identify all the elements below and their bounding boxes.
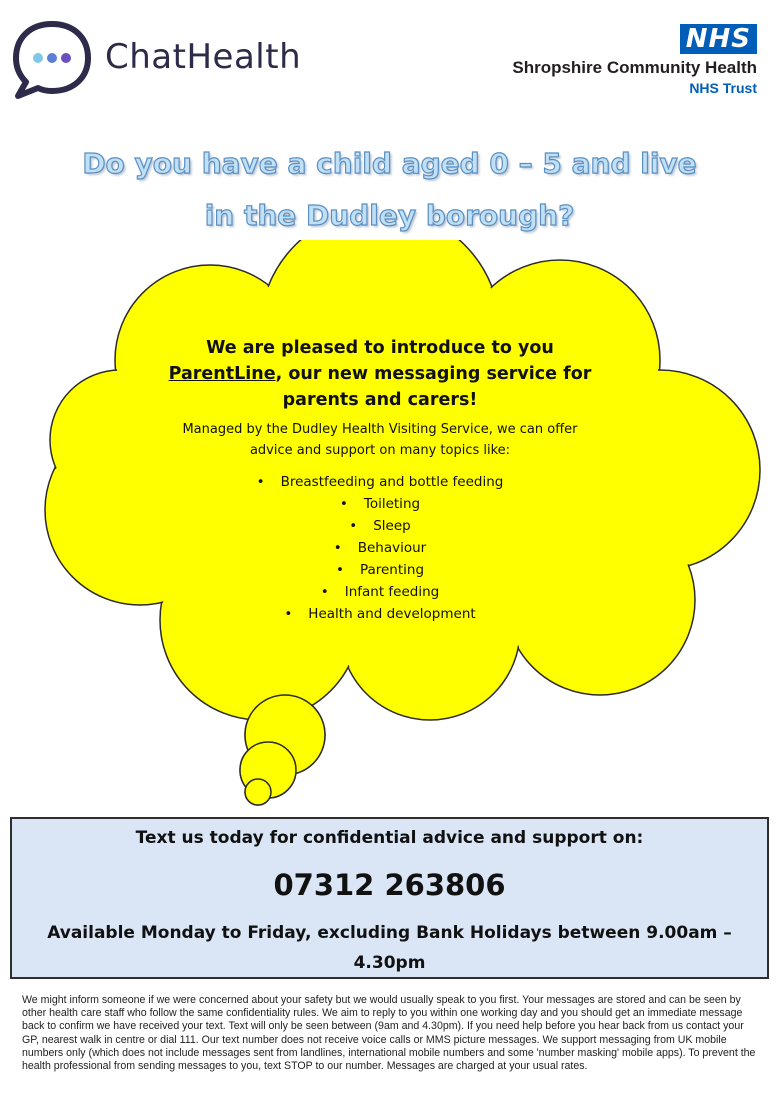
headline	[0, 138, 779, 242]
list-item: • Behaviour	[160, 537, 600, 559]
cloud-message	[160, 335, 600, 625]
nhs-organisation-name: Shropshire Community Health	[512, 58, 757, 77]
service-name: ParentLine	[168, 364, 276, 384]
list-item: • Parenting	[160, 559, 600, 581]
phone-number: 07312 263806	[273, 868, 506, 902]
nhs-trust-label: NHS Trust	[689, 80, 757, 96]
list-item: • Health and development	[160, 603, 600, 625]
intro-text: We are pleased to introduce to you ParentLine, our new messaging service for parents and carers!	[168, 338, 592, 410]
list-item: • Toileting	[160, 493, 600, 515]
nhs-logo	[512, 24, 757, 96]
topics-list	[160, 471, 600, 625]
contact-lead-text: Text us today for confidential advice and support on:	[135, 828, 644, 848]
managed-by-text: Managed by the Dudley Health Visiting Service, we can offer advice and support on many topics like:	[182, 422, 578, 458]
chathealth-wordmark: ChatHealth	[105, 37, 302, 77]
chat-bubble-icon	[12, 20, 102, 100]
headline-line-1: Do you have a child aged 0 – 5 and live	[82, 147, 697, 180]
disclaimer-text: We might inform someone if we were concerned about your safety but we would usually speak to you first. Your messages are stored and can be seen by other health care staff who follow the same confidentiality rules. We aim to reply to you within one working day and you should get an immediate message back to confirm we have received your text. Text will only be seen between (9am and 4.30pm). If you need help before you hear back from us contact your GP, nearest walk in centre or dial 111. Our text number does not receive voice calls or MMS picture messages. We support messaging from UK mobile numbers only (which does not include messages sent from landlines, international mobile numbers and some 'number masking' mobile apps). To prevent the health professional from sending messages to you, text STOP to our number. Messages are charged at your usual rates.	[22, 994, 756, 1073]
list-item: • Sleep	[160, 515, 600, 537]
list-item: • Infant feeding	[160, 581, 600, 603]
service-hours: Available Monday to Friday, excluding Bank Holidays between 9.00am – 4.30pm	[47, 923, 732, 973]
list-item: • Breastfeeding and bottle feeding	[160, 471, 600, 493]
headline-line-2: in the Dudley borough?	[204, 199, 575, 232]
nhs-badge: NHS	[680, 24, 757, 54]
contact-box	[10, 817, 769, 979]
